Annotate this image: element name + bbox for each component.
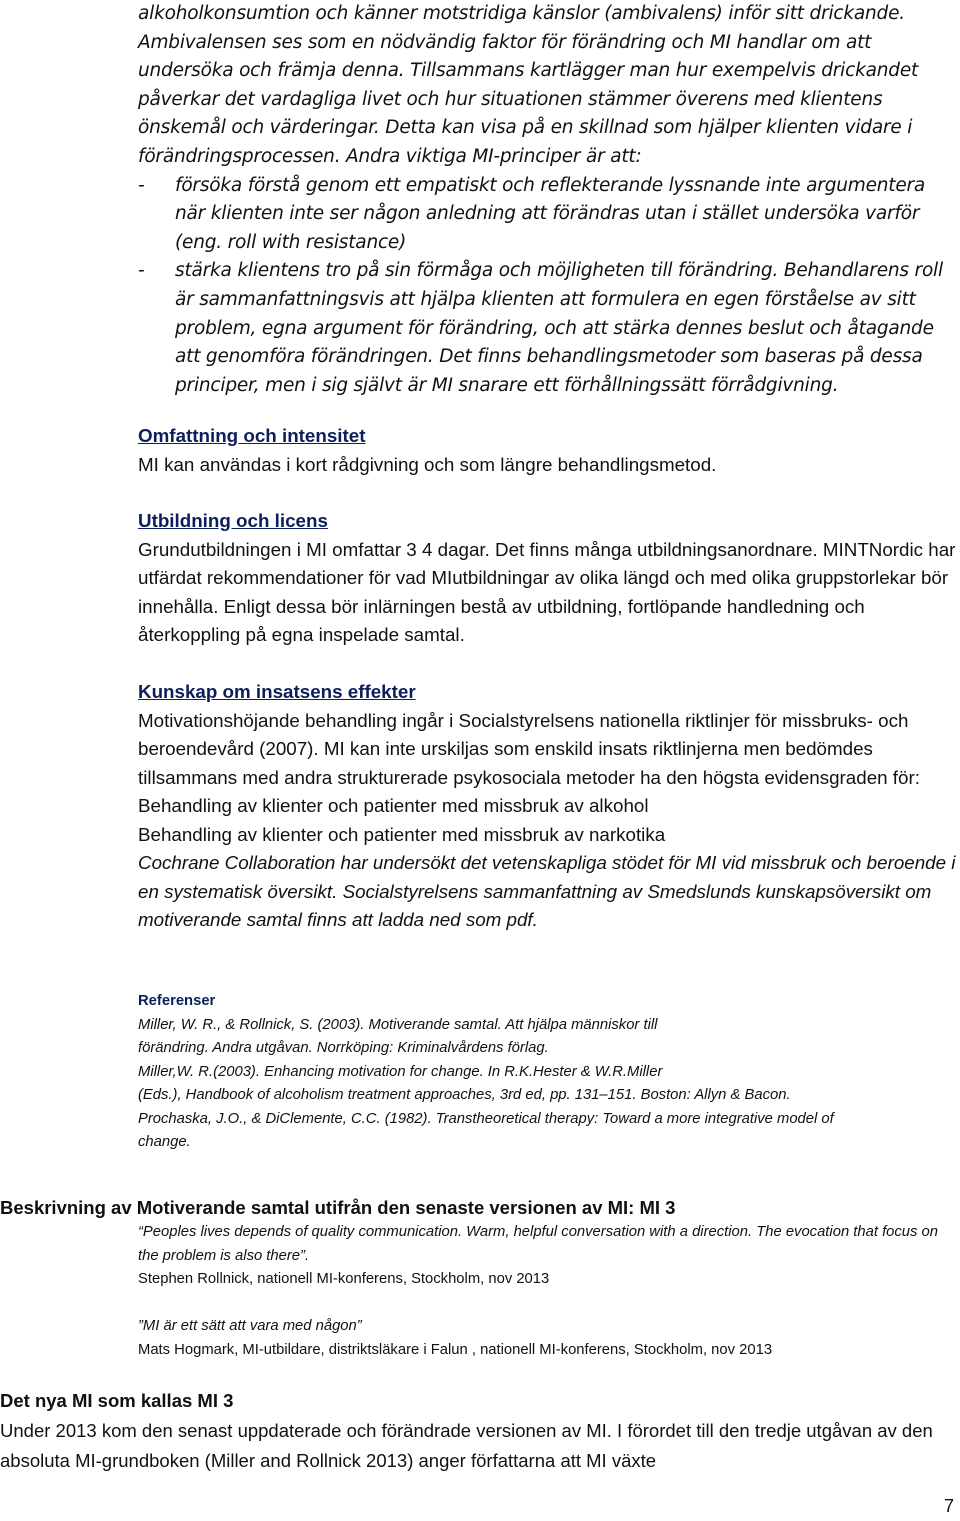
kunskap-heading: Kunskap om insatsens effekter [138,681,416,702]
reference-line: Miller,W. R.(2003). Enhancing motivation for change. In R.K.Hester & W.R.Miller [138,1063,663,1080]
reference-line: Prochaska, J.O., & DiClemente, C.C. (1982). Transtheoretical therapy: Toward a more integrative model of [138,1110,834,1127]
quotes-section [138,1221,958,1362]
bullet-dash: - [138,260,145,282]
quote-rollnick: “Peoples lives depends of quality communication. Warm, helpful conversation with a direction. The evocation that focus on the problem is also there”. [138,1224,939,1264]
omfattning-heading: Omfattning och intensitet [138,425,366,446]
utbildning-heading: Utbildning och licens [138,510,328,531]
referenser-heading: Referenser [138,993,216,1009]
kunskap-cochrane: Cochrane Collaboration har undersökt det vetenskapliga stödet för MI vid missbruk och beroende i en systematisk översikt. Socialstyrelsens sammanfattning av Smedslunds kunskapsöversikt om motiverande samtal finns att ladda ned som pdf. [138,852,956,930]
bullet-item [138,257,953,400]
bullet-item [138,172,953,258]
nya-mi-heading: Det nya MI som kallas MI 3 [0,1390,234,1411]
kunskap-line-narkotika: Behandling av klienter och patienter med missbruk av narkotika [138,823,666,845]
spacer [138,1292,958,1316]
reference-line: (Eds.), Handbook of alcoholism treatment approaches, 3rd ed, pp. 131–151. Boston: Allyn & Bacon. [138,1087,791,1103]
reference-line: change. [138,1134,191,1150]
bullet-text: försöka förstå genom ett empatiskt och reflekterande lyssnande inte argumentera när klienten inte ser någon anledning att förändras utan i stället undersöka varför (eng. roll with resistance) [175,174,926,253]
referenser-section [138,990,958,1155]
intro-section [138,0,953,400]
omfattning-section [138,422,958,479]
reference-line: Miller, W. R., & Rollnick, S. (2003). Motiverande samtal. Att hjälpa människor till [138,1016,658,1033]
intro-paragraph: alkoholkonsumtion och känner motstridiga känslor (ambivalens) inför sitt drickande. Ambivalensen ses som en nödvändig faktor för förändring och MI handlar om att undersöka och främja denna. Tillsammans kartlägger man hur exempelvis drickandet påverkar det vardagliga livet och hur situationen stämmer överens med klientens önskemål och värderingar. Detta kan visa på en skillnad som hjälper klienten vidare i förändringsprocessen. Andra viktiga MI-principer är att: [138,3,919,167]
quote-attribution: Mats Hogmark, MI-utbildare, distriktsläkare i Falun , nationell MI-konferens, Stockholm, nov 2013 [138,1341,773,1358]
bullet-text: stärka klientens tro på sin förmåga och möjligheten till förändring. Behandlarens roll är sammanfattningsvis att hjälpa klienten att formulera en egen förståelse av sitt problem, egna argument för förändring, och att stärka dennes beslut och åtagande att genomföra förändringen. Det finns behandlingsmetoder som baseras på dessa principer, men i sig självt är MI snarare ett förhållningssätt förrådgivning. [175,260,943,396]
utbildning-text: Grundutbildningen i MI omfattar 3 4 dagar. Det finns många utbildningsanordnare. MINTNordic har utfärdat rekommendationer för vad MIutbildningar av olika längd och med olika gruppstorlekar bör innehålla. Enligt dessa bör inlärningen bestå av utbildning, fortlöpande handledning och återkoppling på egna inspelade samtal. [138,538,956,645]
reference-line: förändring. Andra utgåvan. Norrköping: Kriminalvårdens förlag. [138,1040,549,1056]
bullet-dash: - [138,174,145,196]
kunskap-text: Motivationshöjande behandling ingår i Socialstyrelsens nationella riktlinjer för missbruks- och beroendevård (2007). MI kan inte urskiljas som enskild insats riktlinjerna men bedömdes tillsammans med andra strukturerade psykosociala metoder ha den högsta evidensgraden för: [138,709,920,788]
quote-hogmark: ”MI är ett sätt att vara med någon” [138,1318,362,1334]
omfattning-text: MI kan användas i kort rådgivning och som längre behandlingsmetod. [138,453,717,475]
quote-attribution: Stephen Rollnick, nationell MI-konferens, Stockholm, nov 2013 [138,1271,550,1287]
page-number: 7 [944,1496,955,1516]
nya-mi-section [0,1386,955,1476]
nya-mi-text: Under 2013 kom den senast uppdaterade och förändrade versionen av MI. I förordet till den tredje utgåvan av den absoluta MI-grundboken (Miller and Rollnick 2013) anger författarna att MI växte [0,1420,933,1471]
kunskap-section [138,678,958,935]
utbildning-section [138,507,958,650]
beskrivning-heading: Beskrivning av Motiverande samtal utifrån den senaste versionen av MI: MI 3 [0,1197,676,1218]
kunskap-line-alkohol: Behandling av klienter och patienter med missbruk av alkohol [138,795,649,816]
